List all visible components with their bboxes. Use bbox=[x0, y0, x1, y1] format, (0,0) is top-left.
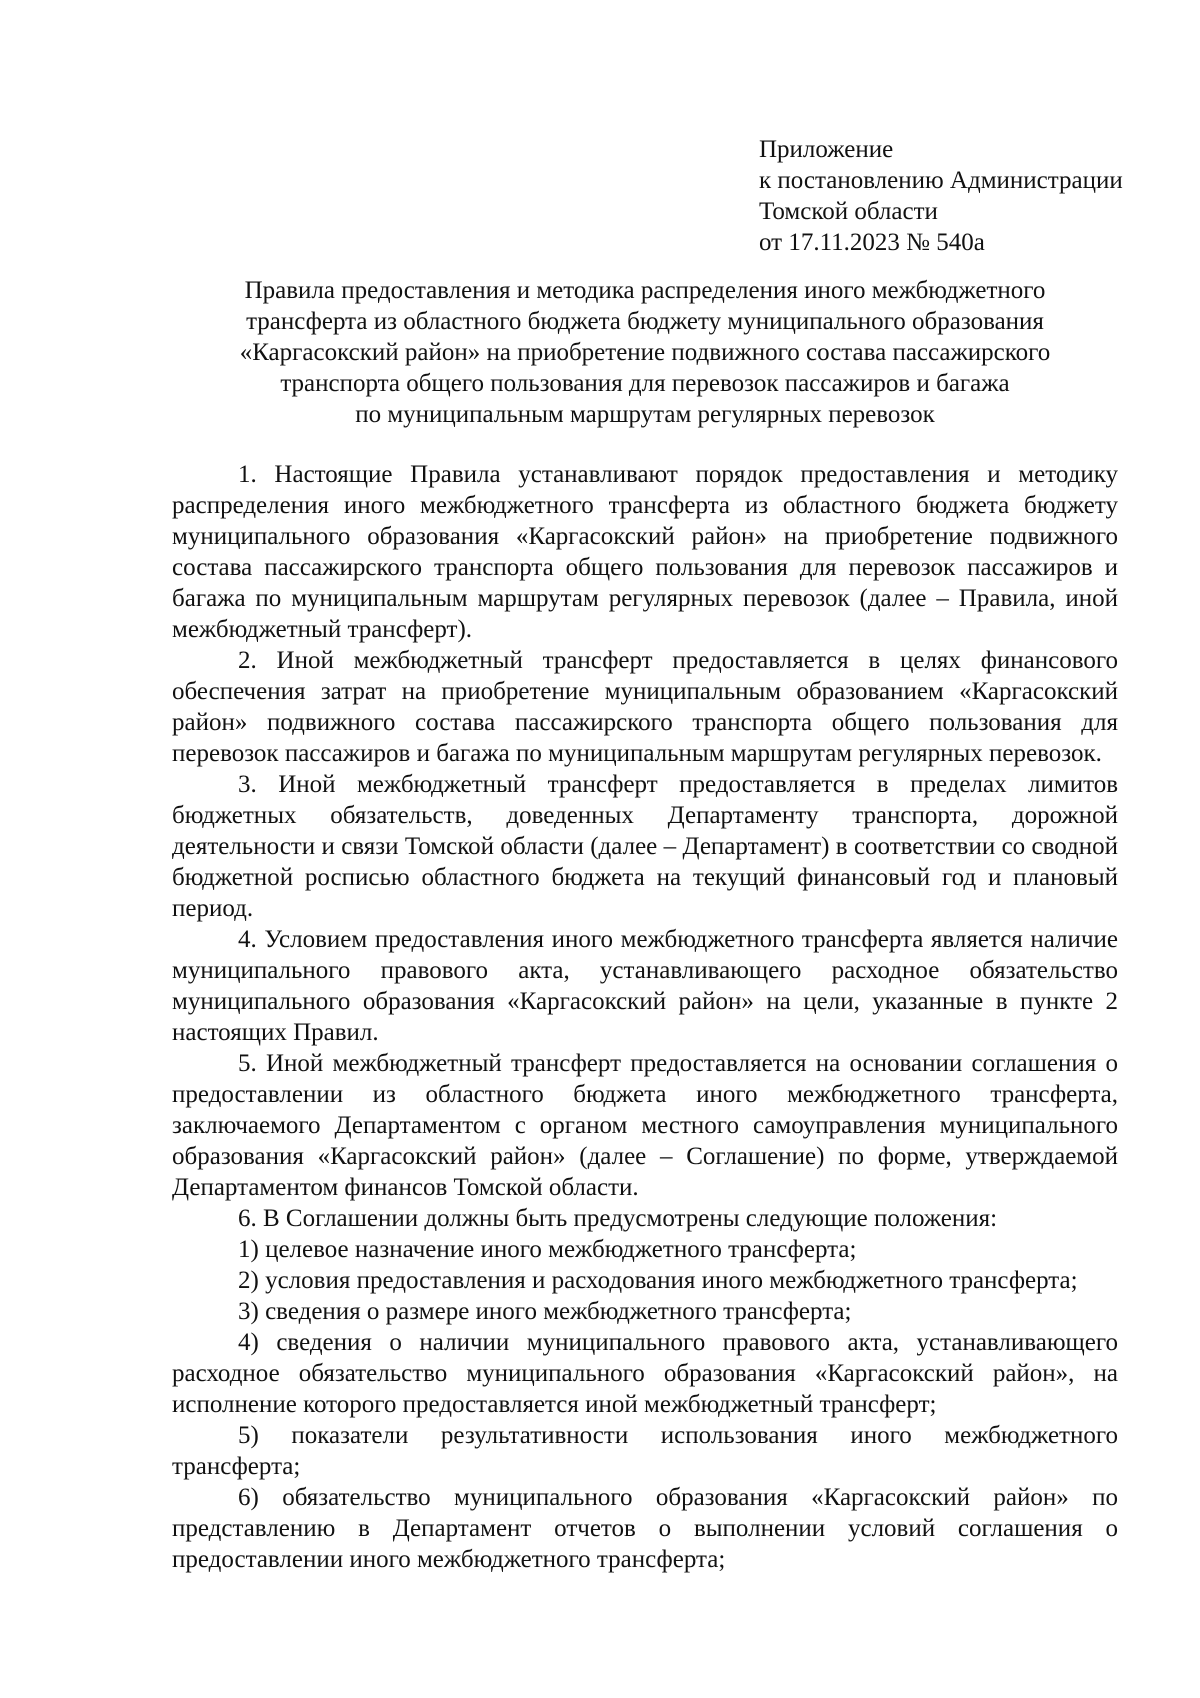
paragraph-5: 5. Иной межбюджетный трансферт предоставляется на основании соглашения о предоставлении из областного бюджета иного межбюджетного трансферта, заключаемого Департаментом с органом местного самоуправления муниципального образования «Каргасокский район» (далее – Соглашение) по форме, утверждаемой Департаментом финансов Томской области. bbox=[172, 1050, 1118, 1201]
paragraph-3: 3. Иной межбюджетный трансферт предоставляется в пределах лимитов бюджетных обязательств, доведенных Департаменту транспорта, дорожной деятельности и связи Томской области (далее – Департамент) в соответствии со сводной бюджетной росписью областного бюджета на текущий финансовый год и плановый период. bbox=[172, 771, 1118, 922]
title-line: Правила предоставления и методика распределения иного межбюджетного bbox=[244, 277, 1046, 304]
document-title bbox=[170, 275, 1120, 430]
paragraph-2: 2. Иной межбюджетный трансферт предоставляется в целях финансового обеспечения затрат на приобретение муниципальным образованием «Каргасокский район» подвижного состава пассажирского транспорта общего пользования для перевозок пассажиров и багажа по муниципальным маршрутам регулярных перевозок. bbox=[172, 647, 1118, 767]
title-line: «Каргасокский район» на приобретение подвижного состава пассажирского bbox=[239, 339, 1051, 366]
paragraph-6: 6. В Соглашении должны быть предусмотрены следующие положения: bbox=[238, 1205, 998, 1232]
paragraph-1: 1. Настоящие Правила устанавливают порядок предоставления и методику распределения иного межбюджетного трансферта из областного бюджета бюджету муниципального образования «Каргасокский район» на приобретение подвижного состава пассажирского транспорта общего пользования для перевозок пассажиров и багажа по муниципальным маршрутам регулярных перевозок (далее – Правила, иной межбюджетный трансферт). bbox=[172, 461, 1118, 643]
appendix-authority: Томской области bbox=[759, 198, 938, 225]
list-item-6: 6) обязательство муниципального образования «Каргасокский район» по представлению в Департамент отчетов о выполнении условий соглашения о предоставлении иного межбюджетного трансферта; bbox=[172, 1484, 1118, 1573]
list-item-4: 4) сведения о наличии муниципального правового акта, устанавливающего расходное обязательство муниципального образования «Каргасокский район», на исполнение которого предоставляется иной межбюджетный трансферт; bbox=[172, 1329, 1118, 1418]
title-line: трансферта из областного бюджета бюджету муниципального образования bbox=[246, 308, 1044, 335]
list-item-1: 1) целевое назначение иного межбюджетного трансферта; bbox=[238, 1236, 857, 1263]
appendix-header bbox=[759, 134, 1123, 258]
appendix-label: Приложение bbox=[759, 136, 894, 163]
title-line: по муниципальным маршрутам регулярных перевозок bbox=[355, 401, 935, 428]
title-line: транспорта общего пользования для перевозок пассажиров и багажа bbox=[280, 370, 1010, 397]
list-item-3: 3) сведения о размере иного межбюджетного трансферта; bbox=[238, 1298, 852, 1325]
appendix-date-number: от 17.11.2023 № 540а bbox=[759, 229, 985, 256]
appendix-reference: к постановлению Администрации bbox=[759, 167, 1123, 194]
list-item-2: 2) условия предоставления и расходования иного межбюджетного трансферта; bbox=[238, 1267, 1078, 1294]
list-item-5: 5) показатели результативности использования иного межбюджетного трансферта; bbox=[172, 1422, 1118, 1480]
document-body bbox=[172, 459, 1118, 1575]
paragraph-4: 4. Условием предоставления иного межбюджетного трансферта является наличие муниципального правового акта, устанавливающего расходное обязательство муниципального образования «Каргасокский район» на цели, указанные в пункте 2 настоящих Правил. bbox=[172, 926, 1118, 1046]
